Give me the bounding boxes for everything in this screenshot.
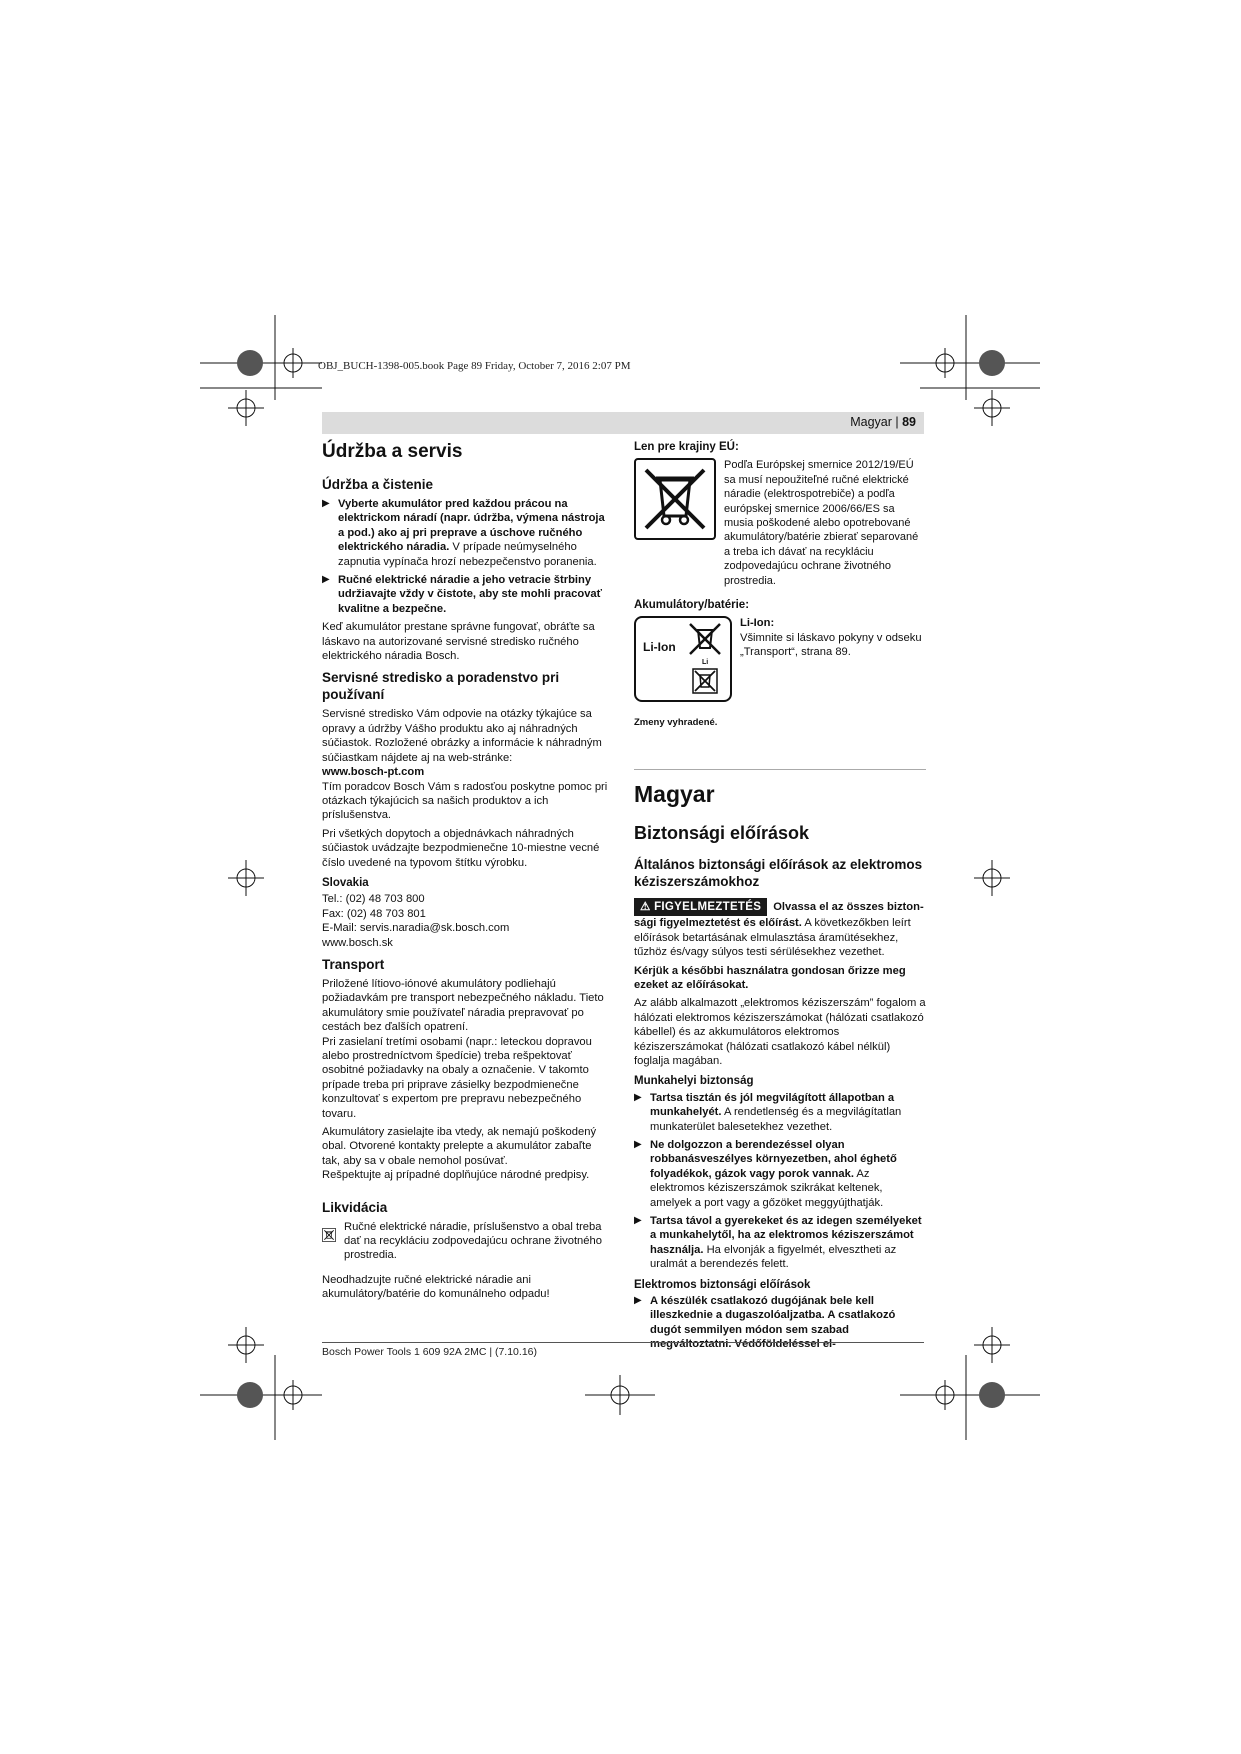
warning-paragraph: ⚠ FIGYELMEZTETÉS Olvassa el az összes biztonsági figyelmeztetést és előírást. A következőkben leírt előírások betartásának elmulasztása áramütésekhez, tűzhöz és/vagy súlyos testi sérülésekhez vezethet. <box>634 898 926 960</box>
crossed-bin-icon <box>322 1220 336 1250</box>
paragraph: Podľa Európskej smernice 2012/19/EÚ sa musí nepoužiteľné ručné elektrické náradie (elektrospotrebiče) a podľa európskej smernice 2006/66/ES sa musia poškodené alebo opotrebované akumulátory/batérie zbierať separované a treba ich dávať na recykláciu zodpovedajúcu ochrane životného prostredia. <box>724 459 919 587</box>
disposal-row <box>322 1220 612 1267</box>
heading-batteries: Akumulátory/batérie: <box>634 599 750 612</box>
liion-symbol <box>634 616 732 702</box>
section-divider <box>634 769 926 770</box>
weee-symbol <box>634 458 716 540</box>
heading-general-safety: Általános biztonsági előírások az elektromos kéziszerszámokhoz <box>634 856 923 889</box>
link-bosch-pt[interactable]: www.bosch-pt.com <box>322 766 425 779</box>
paragraph: Servisné stredisko Vám odpovie na otázky týkajúce sa opravy a údržby Vášho produktu ako aj náhradných súčiastok. Rozložené obrázky a informácie k náhradným súčiastkam nájdete aj na web-stránke: <box>322 708 602 764</box>
paragraph: Pri všetkých dopytoch a objednávkach náhradných súčiastok uvádzajte bezpodmienečne 10-miestne vecné číslo uvedené na typovom štítku výrobku. <box>322 827 600 869</box>
crossed-bin-icon <box>688 622 722 656</box>
heading-work-area: Munkahelyi biztonság <box>634 1075 754 1088</box>
page-header <box>322 412 924 434</box>
paragraph: Tím poradcov Bosch Vám s radosťou poskytne pomoc pri otázkach týkajúcich sa našich produktov a ich príslušenstva. <box>322 780 608 822</box>
heading-electrical-safety: Elektromos biztonsági előírások <box>634 1278 811 1291</box>
language-title: Magyar <box>634 780 715 807</box>
paragraph: Ručné elektrické náradie, príslušenstvo a obal treba dať na recykláciu zodpovedajúcu ochrane životného prostredia. <box>344 1220 602 1262</box>
bullet-remove-battery: ▶ Vyberte akumulátor pred každou prácou na elektrickom náradí (napr. údržba, výmena nástroja a pod.) ako aj pri preprave a úschove ručného elektrického náradia. V prípade neúmyselného zapnutia vypínača hrozí nebezpečenstvo poranenia. <box>322 498 605 568</box>
liion-label: Li-Ion <box>643 640 676 655</box>
contact-tel: Tel.: (02) 48 703 800 <box>322 893 425 906</box>
crossed-bin-icon <box>636 460 714 538</box>
heading-service-center: Servisné stredisko a poradenstvo pri používaní <box>322 670 560 703</box>
liion-note <box>740 616 926 702</box>
footer: Bosch Power Tools 1 609 92A 2MC | (7.10.16) <box>322 1346 537 1358</box>
left-column <box>322 440 612 1306</box>
section-title-maintenance: Údržba a servis <box>322 441 463 462</box>
liion-row <box>634 616 926 702</box>
warning-badge: ⚠ FIGYELMEZTETÉS <box>634 898 767 916</box>
paragraph: Neodhadzujte ručné elektrické náradie ani akumulátory/batérie do komunálneho odpadu! <box>322 1273 550 1301</box>
country-heading: Slovakia <box>322 876 369 889</box>
heading-maintenance-cleaning: Údržba a čistenie <box>322 477 434 492</box>
right-column <box>634 440 926 1356</box>
paragraph: Keď akumulátor prestane správne fungovať, obráťte sa láskavo na autorizované servisné stredisko ručného elektrického náradia Bosch. <box>322 621 595 663</box>
paragraph: Az alább alkalmazott „elektromos kéziszerszám” fogalom a hálózati elektromos kéziszerszámokat (hálózati csatlakozó kábellel) és az akkumulátoros elektromos kéziszerszámokat (hálózati csatlakozó kábel nélkül) foglalja magában. <box>634 997 926 1067</box>
contact-email[interactable]: E-Mail: servis.naradia@sk.bosch.com <box>322 922 510 935</box>
paragraph: Rešpektujte aj prípadné doplňujúce národné predpisy. <box>322 1169 590 1182</box>
heading-transport: Transport <box>322 956 385 972</box>
header-text: Magyar | 89 <box>850 415 916 429</box>
footer-rule <box>322 1342 924 1343</box>
heading-disposal: Likvidácia <box>322 1199 388 1215</box>
contact-web[interactable]: www.bosch.sk <box>322 936 393 949</box>
book-info-line: OBJ_BUCH-1398-005.book Page 89 Friday, October 7, 2016 2:07 PM <box>318 360 631 372</box>
bullet-keep-clean: ▶ Ručné elektrické náradie a jeho vetracie štrbiny udržiavajte vždy v čistote, aby ste mohli pracovať kvalitne a bezpečne. <box>322 574 603 615</box>
safety-title: Biztonsági előírások <box>634 822 810 843</box>
bullet-children: ▶ Tartsa távol a gyerekeket és az idegen személyeket a munkahelytől, ha az elektromos kéziszerszámot használja. Ha elvonják a figyelmét, elvesztheti az uralmát a berendezés felett. <box>634 1215 922 1271</box>
keep-instructions: Kérjük a későbbi használatra gondosan őrizze meg ezeket az előírásokat. <box>634 964 906 991</box>
heading-eu-only: Len pre krajiny EÚ: <box>634 441 739 453</box>
contact-fax: Fax: (02) 48 703 801 <box>322 907 426 920</box>
paragraph: Všimnite si láskavo pokyny v odseku „Transport“, strana 89. <box>740 631 922 659</box>
changes-reserved: Zmeny vyhradené. <box>634 717 718 729</box>
weee-row <box>634 458 926 592</box>
crossed-bin-small-icon <box>692 668 718 694</box>
paragraph: Akumulátory zasielajte iba vtedy, ak nemajú poškodený obal. Otvorené kontakty prelepte a akumulátor zabaľte tak, aby sa v obale nemohol posúvať. <box>322 1126 597 1167</box>
paragraph: Priložené lítiovo-iónové akumulátory podliehajú požiadavkám pre transport nebezpečného nákladu. Tieto akumulátory smie používateľ náradia prepravovať po cestách bez ďalších opatrení. <box>322 977 604 1034</box>
bullet-clean-workplace: ▶ Tartsa tisztán és jól megvilágított állapotban a munkahelyét. A rendetlenség és a megvilágítatlan munkaterület balesetekhez vezethet. <box>634 1091 902 1133</box>
paragraph: Pri zasielaní tretími osobami (napr.: leteckou dopravou alebo prostredníctvom špedície) treba rešpektovať osobitné požiadavky na obaly a označenie. V takomto prípade treba pri priprave zásielky bezpodmienečne konzultovať s expertom pre prepravu nebezpečného tovaru. <box>322 1035 592 1120</box>
bullet-plug: ▶ A készülék csatlakozó dugójának bele kell illeszkednie a dugaszolóaljzatba. A csatlakozó dugót semmilyen módon sem szabad megváltoztatni. Védőföldeléssel el- <box>634 1295 896 1351</box>
li-small-label: Li <box>702 659 709 667</box>
bullet-explosive: ▶ Ne dolgozzon a berendezéssel olyan robbanásveszélyes környezetben, ahol éghető folyadékok, gázok vagy porok vannak. Az elektromos kéziszerszámok szikrákat keltenek, amelyek a port vagy a gőzöket meggyújthatják. <box>634 1138 897 1209</box>
liion-heading: Li-Ion: <box>740 617 775 630</box>
